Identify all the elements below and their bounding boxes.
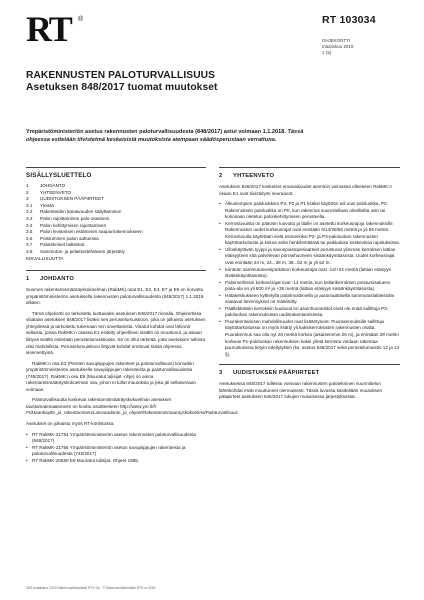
divider xyxy=(26,270,206,271)
doc-type-label: OHJEKORTTI xyxy=(322,38,351,43)
toc-heading: SISÄLLYSLUETTELO xyxy=(26,172,92,179)
toc-item[interactable] xyxy=(26,236,206,243)
toc-item-label: Palon leviämisen estäminen naapurirakennukseen xyxy=(40,229,143,235)
svg-text:®: ® xyxy=(78,16,84,23)
list-item: • Kerrosluvuista on pääosin luovuttu ja tilalle on asetettu korkeusrajoja rakennuksille. Rakennusten uudet korkeusrajat ovat enintään 9/14/28/56 metriä ja yli 56 metriä. Kerrosluvulla käytetään vielä esimerkiksi P2- ja P3-paloluokan rakennusten käyttötarkoitusta ja kokoa sekä henkilömäärää tai paikkaluku koskevissa rajoituksissa. xyxy=(219,221,400,247)
toc-item[interactable] xyxy=(26,209,206,216)
toc-item-label: Yleistä xyxy=(40,202,54,208)
toc-item[interactable] xyxy=(26,196,206,203)
rt-logo-mark xyxy=(26,12,86,46)
card-code: RT 103034 xyxy=(322,14,376,26)
title-line-2: Asetuksen 848/2017 tuomat muutokset xyxy=(26,82,218,93)
paragraph: Suomen rakentamismääräyskokoelman (RakMK) osat E1, E2, E4, E7 ja E9 on korvattu ympäristöministeriön asetuksella rakennusten paloturvallisuudesta (848/2017) 1.1.2018 alkaen. xyxy=(26,287,204,306)
document-title xyxy=(26,70,316,94)
section-number: 3 xyxy=(219,370,223,377)
paragraph: Tämä ohjekortti on tarkoitettu luettavaksi asetuksen 848/2017 rinnalla. Ohjekortissa viitataan asetuksen 848/2017 lisäksi sen perustelumuistioon, joka on julkaistu asetuksen yhteydessä ja tarkoitettu tukemaan sen soveltamista. Viitatut kohdat ovat lähinnä sellaisia, joissa RakMK:n osassa E1 esitetty ohjeellinen sisältö on muuttunut, ja asiaan liittyvä sisältö esitetään perustelumuistiossa. Se on ollut tärkeää, jotta asetuksen tulkinta olisi mahdollista. Perustelumuistioon liittyvät kohdat erottuvat tässä ohjeessa sisennettyinä. xyxy=(26,310,206,356)
intro-italic-text: Tässä ohjeessa esitetään tiivistetmä keskeisistä muutoksista aiempaan säädösperustaan verrattuna. xyxy=(26,129,304,143)
doc-meta xyxy=(322,38,354,55)
section-number: 1 xyxy=(26,276,30,283)
left-column xyxy=(26,167,238,468)
bullet-list xyxy=(219,201,400,358)
list-item: • RT RakMK-21754 Ympäristöministeriön asetus rakennusten paloturvallisuudesta (848/2017) xyxy=(26,432,206,445)
section-2-heading xyxy=(219,172,400,180)
toc-item[interactable] xyxy=(26,229,206,236)
right-column xyxy=(219,167,400,405)
toc-item-label: Palon kehittymisen rajoittaminen xyxy=(40,222,107,228)
paragraph: Asetuksessa 848/2017 tullessa voimaan rakennusten palotekninen suunnittelun lähtökohdat eivät muuttuneet olennaisesti. Tässä luvussa käsitellään muutoksen pääpiirteet asetuksen 848/2017 lukujen mukaisessa järjestyksessä. xyxy=(219,381,383,400)
toc-item-label: Palon rajoittaminen palo-osastoon xyxy=(40,215,110,221)
toc-item-label: JOHDANTO xyxy=(40,183,66,188)
paragraph: Asetuksen 848/2017 keskeiset eroavaisuudet aiemmin voimassa olleeseen RakMK:n osaan E1 ovat tiivistetysti seuraavat: xyxy=(219,184,392,196)
toc-item[interactable] xyxy=(26,203,206,210)
list-item: • Puurakentamisen mahdollisuudet ovat lisääntyneet. Puurakennuksille sallittuja käyttötarkoituksia on myös lisätty yli kaksikerroksisten rakennusten osalta. Puurakennus saa olla nyt 28 metriä korkea (aikaisemmin 26 m), ja enintään 28 metrin korkean P1-paloluokan rakennuksen kaksi ylintä kerrosta voidaan rakentaa puurunkoisina tietyin edellytyksin (ks. asetus 848/2017 sekä perustelumuistio 12 ja 13 §). xyxy=(219,319,400,358)
title-line-1: RAKENNUSTEN PALOTURVALLISUUS xyxy=(26,70,216,81)
toc-item-number: 3.4 xyxy=(26,222,33,228)
section-1-heading xyxy=(26,275,206,283)
toc-item[interactable] xyxy=(26,249,206,256)
toc-item-number: 3.5 xyxy=(26,229,33,235)
toc-item-number: 3.7 xyxy=(26,242,33,248)
toc-item-number: 3.8 xyxy=(26,248,33,254)
toc-item[interactable] xyxy=(26,242,206,249)
divider xyxy=(219,167,400,168)
paragraph-text: Paloturvallisuutta koskevat rakentamismääräyskokoelman asetukset taustamateriaaleineen on koottu osoitteeseen xyxy=(26,397,171,409)
toc-item-label: Sammutus- ja pelastustehtävien järjestely xyxy=(40,248,125,254)
list-item: • RT RakMK-21756 Ympäristöministeriön asetus savupiippujen rakenteista ja paloturvallisuudesta (745/2017) xyxy=(26,445,206,458)
toc-item-number: 3.2 xyxy=(26,209,33,215)
list-item: • Kiinteän sammutusvesiputkiston korkeusrajat ovat -14/+24 metriä (lattian etäisyys sisäänkäyntitasosta). xyxy=(219,267,400,280)
intro-text: Ympäristöministeriön asetus rakennusten paloturvallisuudesta (848/2017) astui voimaan 1.1.2018. xyxy=(26,129,288,135)
toc-item-number: 3.6 xyxy=(26,235,33,241)
toc-item[interactable] xyxy=(26,183,206,190)
page-count: 1 (5) xyxy=(322,49,332,55)
doc-date: maaliskuu 2019 xyxy=(322,43,354,49)
toc-references[interactable] xyxy=(26,256,206,263)
toc-item-label: Palotekniset laitteistot xyxy=(40,242,85,248)
section-title: JOHDANTO xyxy=(40,276,75,283)
divider xyxy=(26,167,206,168)
paragraph xyxy=(26,397,238,417)
bullet-list xyxy=(26,432,206,465)
list-item: • Alkusiempien paloluokkien P3, P2 ja P1 lisäksi käyttöön tuli uusi paloluokka, P0. Rakennuksen paloluokka on P0, kun rakennus suunnitellaan oleellisilta osin tai kokonaan oletetun palonkehittymisen perusteella. xyxy=(219,201,400,221)
toc-item[interactable] xyxy=(26,223,206,230)
paragraph: RakMK:n osa E3 (Pienten savupiippujen rakenteet ja paloturvallisuus) korvattiin ympäristöministeriön asetuksella savupiippujen rakenteista ja paloturvallisuudesta (745/2017). RakMK:n osa E8 (Muuratut tulisijat -ohje) on ainoa rakentamismääräyskokoelman osa, johon ei tullut muutoksia ja joka jäi sellaisenaan voimaan. xyxy=(26,360,197,392)
toc-item-number: 3.1 xyxy=(26,202,33,208)
toc-item-number: 3 xyxy=(26,196,29,202)
toc-item-label: UUDISTUKSEN PÄÄPIIRTEET xyxy=(40,196,104,202)
section-title: UUDISTUKSEN PÄÄPIIRTEET xyxy=(233,370,320,377)
toc-item-number: 3.3 xyxy=(26,215,33,221)
link[interactable]: http://www.ym.fi/fi-FI/Maankaytto_ja_rakentaminen/Lainsaadanto_ja_ohjeet/Rakentamismaarayskokoelma/Paloturvallisuus xyxy=(26,403,238,416)
list-item: • RT RakMK-20580 E8 Muuratut tulisijat. Ohjeet 1985. xyxy=(26,458,206,465)
section-title: YHTEENVETO xyxy=(233,173,275,179)
list-item: • Päällekkäisiin kerroksiin kuuluvat eri asuinhuoneistot eivät ole enää sallittuja P3-paloluokan rakennuksissa uudisrakentamisessa. xyxy=(219,306,400,319)
toc-item-label: Rakenteiden kantavuuden säilyttäminen xyxy=(40,209,122,215)
toc-item-label: Poistuminen palon sattuessa xyxy=(40,235,99,241)
page-footer: 26/1 maaliskuu 2019 Rakennustietosäätiö RTS Oy · © Rakennustietosäätiö RTS sr 2018 xyxy=(26,586,156,590)
table-of-contents xyxy=(26,183,206,262)
toc-item[interactable] xyxy=(26,216,206,223)
list-item: • Hätäkeskukseen kytketyllä paloilmoittimella ja automaattisella sammutuslaitteistolla saatavat lievennykset on määritelty. xyxy=(219,293,400,306)
section-number: 2 xyxy=(219,173,223,179)
rt-logo xyxy=(26,12,86,46)
svg-text:RT: RT xyxy=(26,12,71,46)
divider xyxy=(219,364,400,365)
list-item: • Ulloskäytävän tyyppi ja savunpoistoperiaatteet perustuvat ylimmän kerroksen lattian etäisyyteen sitä palvelevan porrashuoneen sisäänkäyntitasosta. Uudet korkeusrajat ovat enintään 24 m, 24...38 m, 38...52 m ja yli 52 m. xyxy=(219,247,400,267)
paragraph: Asetukset on julkaistu myös RT-kortistossa: xyxy=(26,420,115,426)
toc-references-label: KIRJALLISUUTTA xyxy=(26,255,64,261)
toc-item-label: YHTEENVETO xyxy=(40,189,72,195)
toc-item-number: 1 xyxy=(26,183,29,188)
list-item: • Paloimeihissin korkeusrajat ovat -14 metriä, kun kellarikerroksen poistumisalueen pinta-ala on yli 800 m² ja +38 metriä (lattian etäisyys sisäänkäyntitasosta). xyxy=(219,280,400,293)
intro-paragraph xyxy=(26,128,316,144)
toc-item-number: 2 xyxy=(26,189,29,195)
section-3-heading xyxy=(219,369,400,377)
